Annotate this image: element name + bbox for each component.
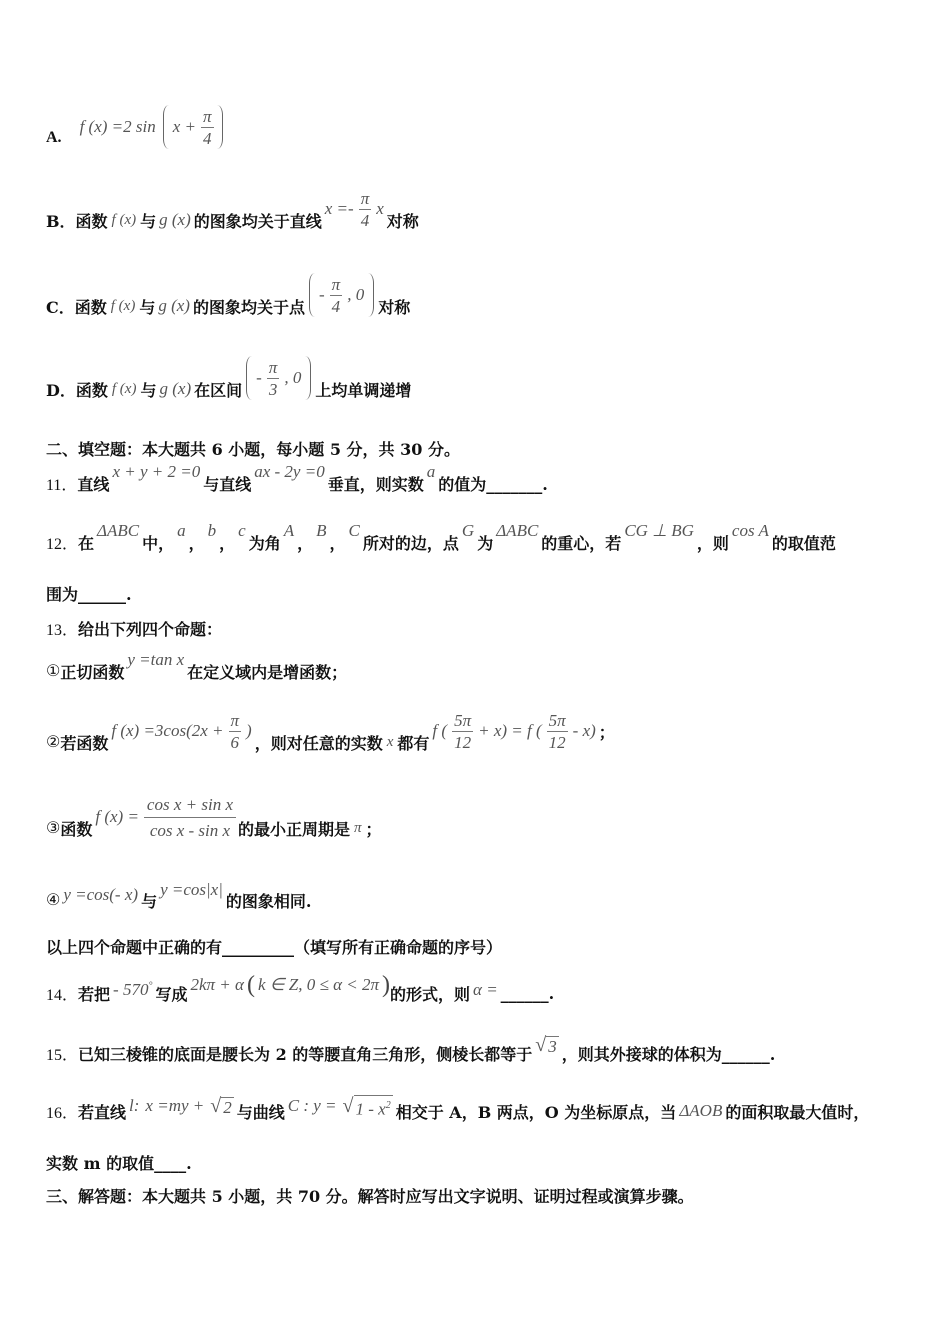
question-11: [46, 447, 548, 497]
p2-fraction-3: [547, 710, 568, 753]
question-number: 12．: [46, 535, 79, 553]
proposition-marker: ①: [46, 663, 61, 680]
q14-alpha: α =: [473, 980, 498, 999]
q14-text-1: 写成: [155, 984, 188, 1004]
q11-text-1: 与直线: [203, 474, 252, 494]
q11-line-2: ax - 2y =0: [254, 462, 325, 481]
question-number: 15．: [46, 1046, 79, 1064]
q16-text-1: 与曲线: [236, 1102, 285, 1122]
question-14: [46, 960, 554, 1010]
q11-blank: 的值为_______.: [438, 474, 548, 494]
q14-text-2: 的形式，则: [390, 984, 471, 1004]
option-a-right-paren: [216, 105, 223, 149]
option-b-label: B．函数: [46, 211, 108, 231]
q12-angle-b: B: [316, 521, 327, 540]
p3-fraction: [144, 792, 236, 843]
option-d-rest: , 0: [284, 368, 302, 387]
p2-text-0: 若函数: [60, 733, 109, 753]
option-b: [46, 184, 419, 234]
option-b-fraction: [359, 188, 372, 231]
q12-side-a: a: [177, 521, 186, 540]
q12-text-6: ，则: [696, 533, 729, 553]
option-c-left-paren: [309, 273, 316, 317]
q12-comma: ，: [297, 533, 314, 553]
proposition-2: [46, 706, 615, 756]
p3-pi: π: [354, 819, 362, 836]
q12-text-5: 的重心，若: [541, 533, 622, 553]
q12-triangle-2: ΔABC: [496, 521, 539, 540]
proposition-marker: ④: [46, 892, 61, 909]
section-3-text: 三、解答题：本大题共 5 小题，共 70 分。解答时应写出文字说明、证明过程或演算步骤。: [46, 1186, 694, 1206]
option-d-f: f (x): [111, 380, 137, 397]
option-b-end: 对称: [386, 211, 419, 231]
q16-sqrt-curve: [343, 1094, 393, 1118]
p3-function: f (x) =: [95, 807, 139, 826]
q15-sqrt: [535, 1034, 558, 1057]
fraction-numerator: π: [360, 188, 370, 208]
q14-angle: [113, 980, 152, 1000]
option-b-variable: x: [376, 199, 384, 218]
option-b-equation: x =-: [324, 199, 354, 218]
exponent: 2: [385, 1100, 391, 1112]
option-b-g: g (x): [159, 210, 191, 229]
q16-line-name: l:: [129, 1096, 140, 1115]
p2-f-open: f (: [432, 721, 448, 740]
option-b-text: 的图象均关于直线: [193, 211, 322, 231]
option-d-right-paren: [304, 356, 311, 400]
p2-fraction-2: [452, 710, 473, 753]
question-16: [46, 1086, 869, 1136]
option-c-g: g (x): [158, 296, 190, 315]
fraction-numerator: π: [203, 106, 212, 126]
fraction-denominator: 4: [203, 128, 212, 148]
q12-side-c: c: [238, 521, 246, 540]
q15-text-1: ，则其外接球的体积为______.: [561, 1044, 776, 1064]
radicand: [354, 1095, 393, 1119]
radical-sign: √: [535, 1033, 547, 1056]
q16-line-equation: x =my +: [145, 1096, 205, 1115]
option-a-fraction: [201, 106, 214, 149]
option-c-right-paren: [367, 273, 374, 317]
q12-side-b: b: [207, 521, 217, 540]
q11-text-0: 直线: [77, 474, 110, 494]
q16-text-2: 相交于 A，B 两点，O 为坐标原点，当: [395, 1102, 677, 1122]
q14-right-paren: ): [382, 971, 390, 998]
option-d-g: g (x): [159, 379, 192, 398]
q12-comma: ，: [219, 533, 236, 553]
radical-sign: √: [342, 1094, 354, 1117]
q12-text-3: 所对的边，点: [362, 533, 459, 553]
option-c-minus: -: [318, 285, 325, 304]
option-b-f: f (x): [111, 211, 137, 228]
q11-line-1: x + y + 2 =0: [112, 462, 201, 481]
q12-perpendicular: CG ⊥ BG: [624, 521, 694, 540]
degree-symbol: °: [148, 980, 153, 992]
fraction-denominator: 3: [268, 379, 278, 399]
q12-cos-a: cos A: [731, 521, 769, 540]
question-number: 14．: [46, 986, 79, 1004]
q11-text-2: 垂直，则实数: [327, 474, 424, 494]
p2-text-2: 都有: [397, 733, 430, 753]
q13-answer-text: 以上四个命题中正确的有_________（填写所有正确命题的序号）: [46, 937, 503, 957]
q16-blank: 实数 m 的取值____.: [46, 1153, 192, 1173]
option-a-label: A.: [46, 129, 62, 146]
option-c-fraction: [330, 274, 343, 317]
fraction-denominator: cos x - sin x: [149, 820, 231, 840]
p2-variable-x: x: [386, 733, 394, 750]
p1-formula: y =tan x: [127, 650, 185, 669]
p2-middle: + x) = f (: [478, 721, 542, 740]
option-d-label: D．函数: [46, 380, 108, 400]
option-d-left-paren: [246, 356, 253, 400]
q16-text-3: 的面积取最大值时，: [725, 1102, 870, 1122]
option-d-text: 在区间: [194, 380, 243, 400]
radicand-text: 1 - x: [355, 1099, 386, 1119]
radicand: 3: [548, 1037, 557, 1056]
q12-comma: ，: [329, 533, 346, 553]
q14-text-0: 若把: [78, 984, 111, 1004]
p2-tail: - x): [572, 721, 596, 740]
q12-text-4: 为: [477, 533, 494, 553]
p2-fraction: [229, 710, 242, 753]
option-d-fraction: [267, 357, 280, 400]
question-number: 13．: [46, 621, 79, 639]
q12-text-2: 为角: [248, 533, 281, 553]
q12-point-g: G: [461, 521, 475, 540]
option-c-label: C．函数: [46, 297, 107, 317]
q12-blank: 围为______.: [46, 584, 132, 604]
p4-formula-2: y =cos|x|: [160, 880, 223, 899]
option-a-function: f (x) =2 sin: [79, 117, 156, 136]
fraction-numerator: π: [268, 357, 278, 377]
question-number: 16．: [46, 1104, 79, 1122]
proposition-marker: ②: [46, 734, 61, 751]
option-c-f: f (x): [110, 297, 136, 314]
section-2-text: 二、填空题：本大题共 6 小题，每小题 5 分，共 30 分。: [46, 439, 460, 459]
q12-text-1: 中，: [142, 533, 175, 553]
proposition-4: [46, 870, 311, 920]
fraction-numerator: 5π: [548, 710, 566, 730]
question-12: [46, 506, 836, 556]
p3-end: ；: [365, 819, 382, 839]
proposition-marker: ③: [46, 820, 61, 837]
q12-angle-a: A: [283, 521, 295, 540]
q12-text-0: 在: [78, 533, 95, 553]
q14-blank: ______.: [500, 983, 555, 1003]
q14-expression: 2kπ + α: [190, 975, 244, 994]
p3-text-0: 函数: [60, 819, 93, 839]
p4-text-1: 的图象相同.: [225, 891, 312, 911]
option-b-and: 与: [140, 211, 157, 231]
option-c-text: 的图象均关于点: [192, 297, 305, 317]
p4-formula-1: y =cos(- x): [63, 885, 139, 904]
q14-angle-value: - 570: [113, 980, 149, 999]
radical-sign: √: [210, 1094, 222, 1117]
p2-end: ；: [598, 722, 615, 742]
option-a: [46, 102, 227, 152]
q13-text: 给出下列四个命题：: [78, 619, 223, 639]
fraction-numerator: 5π: [454, 710, 472, 730]
question-15: [46, 1028, 775, 1078]
option-c-end: 对称: [378, 297, 411, 317]
option-d-end: 上均单调递增: [315, 380, 412, 400]
q16-curve-equation: C : y =: [287, 1096, 337, 1115]
q14-condition: k ∈ Z, 0 ≤ α < 2π: [257, 975, 379, 994]
q14-left-paren: (: [246, 971, 255, 998]
q15-text-0: 已知三棱锥的底面是腰长为 2 的等腰直角三角形，侧棱长都等于: [78, 1044, 533, 1064]
q12-angle-c: C: [348, 521, 360, 540]
p3-text-1: 的最小正周期是: [237, 819, 350, 839]
q12-triangle: ΔABC: [97, 521, 140, 540]
option-c-rest: , 0: [347, 285, 365, 304]
q16-triangle: ΔAOB: [679, 1101, 723, 1120]
option-c: [46, 270, 410, 320]
p2-text-1: ，则对任意的实数: [254, 733, 383, 753]
q11-variable-a: a: [426, 462, 436, 481]
p2-function: f (x) =3cos(2x +: [111, 721, 224, 740]
q12-comma: ，: [188, 533, 205, 553]
fraction-numerator: cos x + sin x: [144, 792, 236, 818]
option-d: [46, 353, 411, 403]
q16-sqrt-2: [210, 1095, 233, 1118]
fraction-denominator: 12: [454, 732, 472, 752]
q12-text-7: 的取值范: [771, 533, 836, 553]
question-number: 11．: [46, 476, 78, 494]
option-a-inner: x +: [172, 117, 196, 136]
section-3-heading: [46, 1170, 694, 1220]
fraction-denominator: 6: [230, 732, 240, 752]
option-a-left-paren: [163, 105, 170, 149]
option-d-and: 与: [140, 380, 157, 400]
q16-text-0: 若直线: [78, 1102, 127, 1122]
option-d-minus: -: [256, 368, 262, 387]
fraction-denominator: 4: [331, 296, 341, 316]
p4-text-0: 与: [141, 891, 158, 911]
fraction-denominator: 4: [360, 210, 370, 230]
proposition-1: [46, 635, 347, 685]
p2-close-paren: ): [246, 721, 252, 740]
fraction-numerator: π: [230, 710, 240, 730]
option-c-and: 与: [139, 297, 156, 317]
radicand: 2: [223, 1098, 232, 1117]
p1-text-0: 正切函数: [60, 662, 125, 682]
fraction-numerator: π: [331, 274, 341, 294]
proposition-3: [46, 792, 382, 842]
fraction-denominator: 12: [548, 732, 566, 752]
p1-text-1: 在定义域内是增函数；: [187, 662, 348, 682]
